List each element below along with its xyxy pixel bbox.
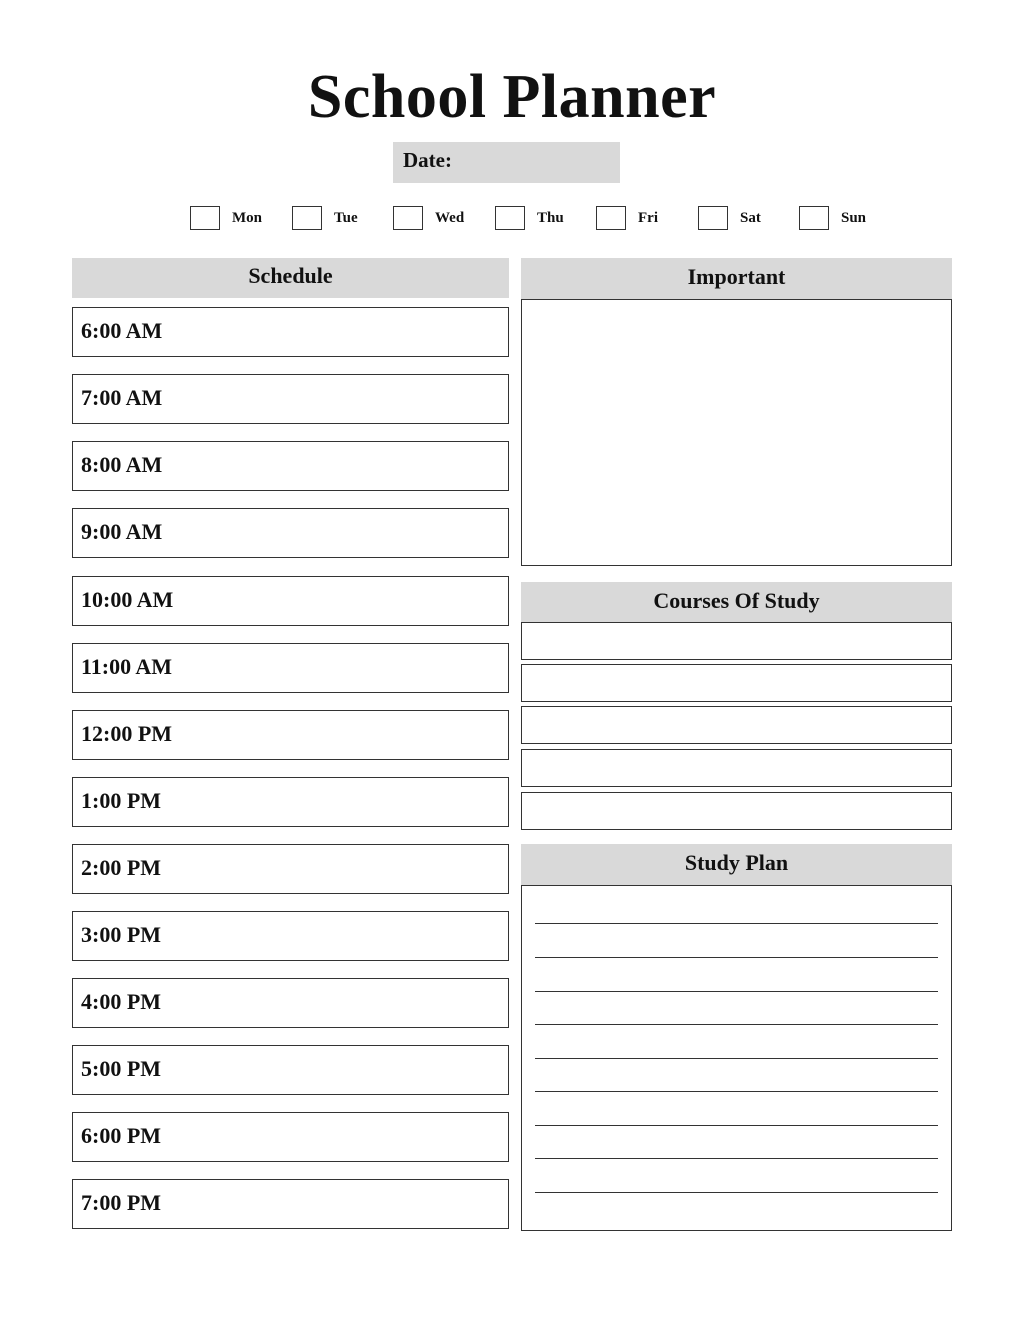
time-slot[interactable]: 10:00 AM — [72, 576, 509, 626]
writing-line — [535, 991, 938, 992]
day-label: Sat — [740, 209, 761, 226]
checkbox[interactable] — [190, 206, 220, 230]
course-row[interactable] — [521, 792, 952, 830]
time-slot[interactable]: 6:00 AM — [72, 307, 509, 357]
checkbox[interactable] — [393, 206, 423, 230]
writing-line — [535, 1192, 938, 1193]
writing-line — [535, 1091, 938, 1092]
time-slot[interactable]: 2:00 PM — [72, 844, 509, 894]
day-label: Wed — [435, 209, 465, 226]
important-header: Important — [521, 258, 952, 299]
day-fri[interactable] — [596, 206, 658, 230]
day-label: Sun — [841, 209, 867, 226]
day-mon[interactable] — [190, 206, 262, 230]
time-slot[interactable]: 7:00 PM — [72, 1179, 509, 1229]
course-row[interactable] — [521, 622, 952, 660]
day-label: Fri — [638, 209, 658, 226]
time-slot[interactable]: 3:00 PM — [72, 911, 509, 961]
day-wed[interactable] — [393, 206, 464, 230]
day-thu[interactable] — [495, 206, 564, 230]
time-slot[interactable]: 1:00 PM — [72, 777, 509, 827]
writing-line — [535, 1058, 938, 1059]
date-label: Date: — [403, 148, 452, 172]
time-slot[interactable]: 9:00 AM — [72, 508, 509, 558]
time-slot[interactable]: 4:00 PM — [72, 978, 509, 1028]
time-slot[interactable]: 8:00 AM — [72, 441, 509, 491]
study-plan-area[interactable] — [521, 885, 952, 1231]
day-label: Tue — [334, 209, 358, 226]
courses-header: Courses Of Study — [521, 582, 952, 622]
course-row[interactable] — [521, 749, 952, 787]
day-sat[interactable] — [698, 206, 761, 230]
weekday-checkboxes — [0, 206, 1024, 230]
writing-line — [535, 957, 938, 958]
schedule-header: Schedule — [72, 258, 509, 298]
time-slot[interactable]: 12:00 PM — [72, 710, 509, 760]
checkbox[interactable] — [596, 206, 626, 230]
writing-line — [535, 1125, 938, 1126]
day-sun[interactable] — [799, 206, 866, 230]
course-row[interactable] — [521, 706, 952, 744]
writing-line — [535, 923, 938, 924]
study-plan-header: Study Plan — [521, 844, 952, 885]
day-tue[interactable] — [292, 206, 358, 230]
writing-line — [535, 1158, 938, 1159]
day-label: Mon — [232, 209, 262, 226]
date-field[interactable] — [393, 142, 620, 183]
time-slot[interactable]: 6:00 PM — [72, 1112, 509, 1162]
writing-line — [535, 1024, 938, 1025]
checkbox[interactable] — [698, 206, 728, 230]
time-slot[interactable]: 5:00 PM — [72, 1045, 509, 1095]
checkbox[interactable] — [495, 206, 525, 230]
page-title: School Planner — [307, 63, 717, 131]
checkbox[interactable] — [292, 206, 322, 230]
time-slot[interactable]: 7:00 AM — [72, 374, 509, 424]
course-row[interactable] — [521, 664, 952, 702]
checkbox[interactable] — [799, 206, 829, 230]
time-slot[interactable]: 11:00 AM — [72, 643, 509, 693]
important-notes-area[interactable] — [521, 299, 952, 566]
day-label: Thu — [537, 209, 564, 226]
